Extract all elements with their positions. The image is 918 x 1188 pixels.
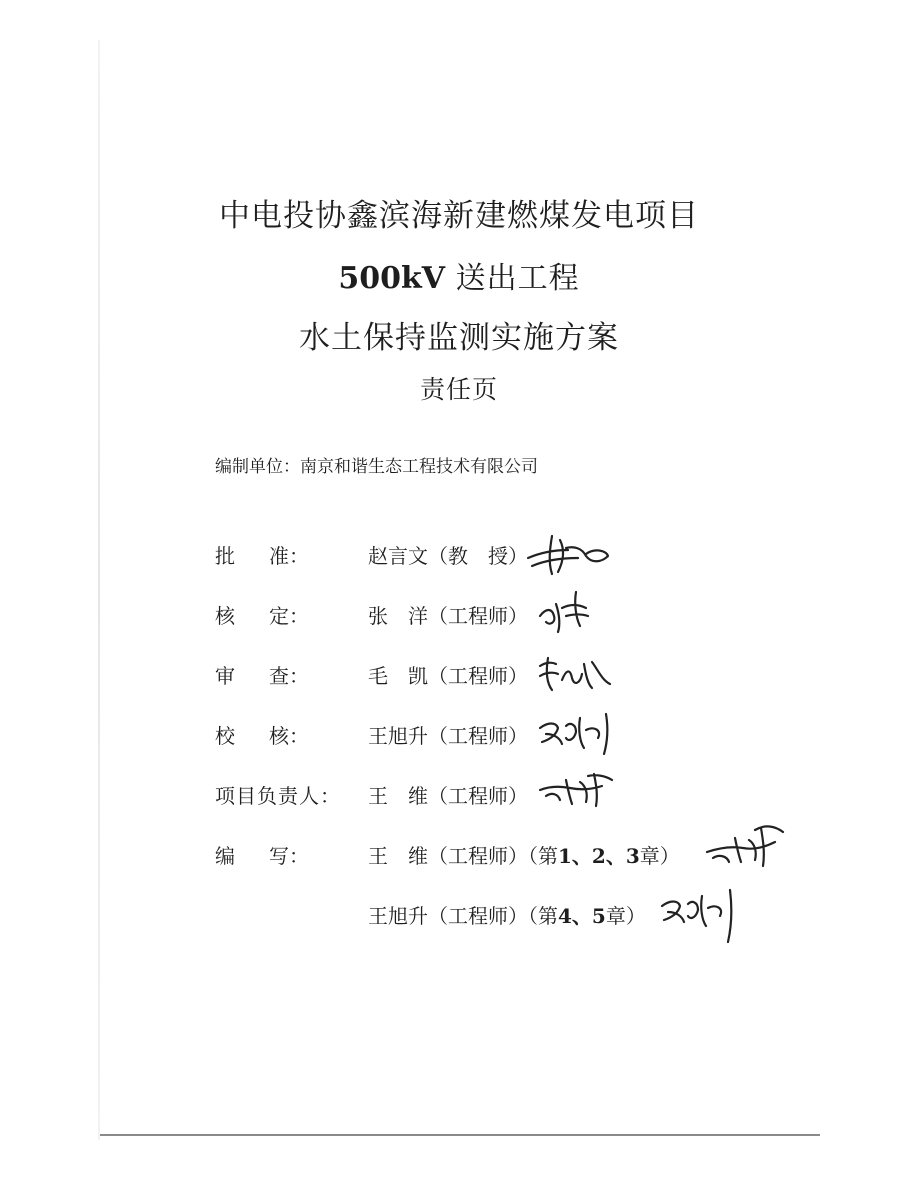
plan-title: 水土保持监测实施方案 bbox=[299, 320, 619, 356]
person-name: 赵言文（教 授） bbox=[368, 544, 528, 568]
signature-icon bbox=[536, 708, 618, 758]
person-name: 王 维（工程师） bbox=[368, 784, 528, 808]
page-heading: 责任页 bbox=[419, 375, 498, 404]
bottom-rule bbox=[100, 1134, 820, 1136]
document-title: 中电投协鑫滨海新建燃煤发电项目 bbox=[219, 198, 699, 234]
role-row-verify bbox=[0, 600, 918, 640]
project-label: 送出工程 bbox=[445, 261, 580, 296]
person-name: 毛 凯（工程师） bbox=[368, 664, 528, 688]
role-label: 校 核： bbox=[215, 724, 309, 748]
role-row-proofread bbox=[0, 720, 918, 760]
role-row-writer-2 bbox=[0, 900, 918, 940]
role-row-approve bbox=[0, 540, 918, 580]
person-name: 张 洋（工程师） bbox=[368, 604, 528, 628]
role-row-project-lead bbox=[0, 780, 918, 820]
document-subtitle bbox=[0, 253, 918, 297]
signature-icon bbox=[536, 766, 616, 814]
signature-icon bbox=[522, 528, 612, 578]
role-label: 核 定： bbox=[215, 604, 309, 628]
person-name: 王旭升（工程师） bbox=[368, 724, 528, 748]
person-name: 王 维（工程师）（第1、2、3章） bbox=[368, 844, 680, 868]
signature-icon bbox=[536, 586, 596, 636]
signature-icon bbox=[658, 886, 750, 946]
role-label: 审 查： bbox=[215, 664, 309, 688]
role-row-review bbox=[0, 660, 918, 700]
role-label: 项目负责人： bbox=[215, 784, 341, 808]
signature-icon bbox=[536, 650, 616, 695]
voltage-label: 500kV bbox=[338, 261, 446, 296]
organization: 编制单位：南京和谐生态工程技术有限公司 bbox=[215, 457, 538, 477]
person-name: 王旭升（工程师）（第4、5章） bbox=[368, 904, 646, 928]
role-row-writer bbox=[0, 840, 918, 880]
role-label: 批 准： bbox=[215, 544, 309, 568]
role-label: 编 写： bbox=[215, 844, 309, 868]
signature-icon bbox=[705, 818, 785, 874]
